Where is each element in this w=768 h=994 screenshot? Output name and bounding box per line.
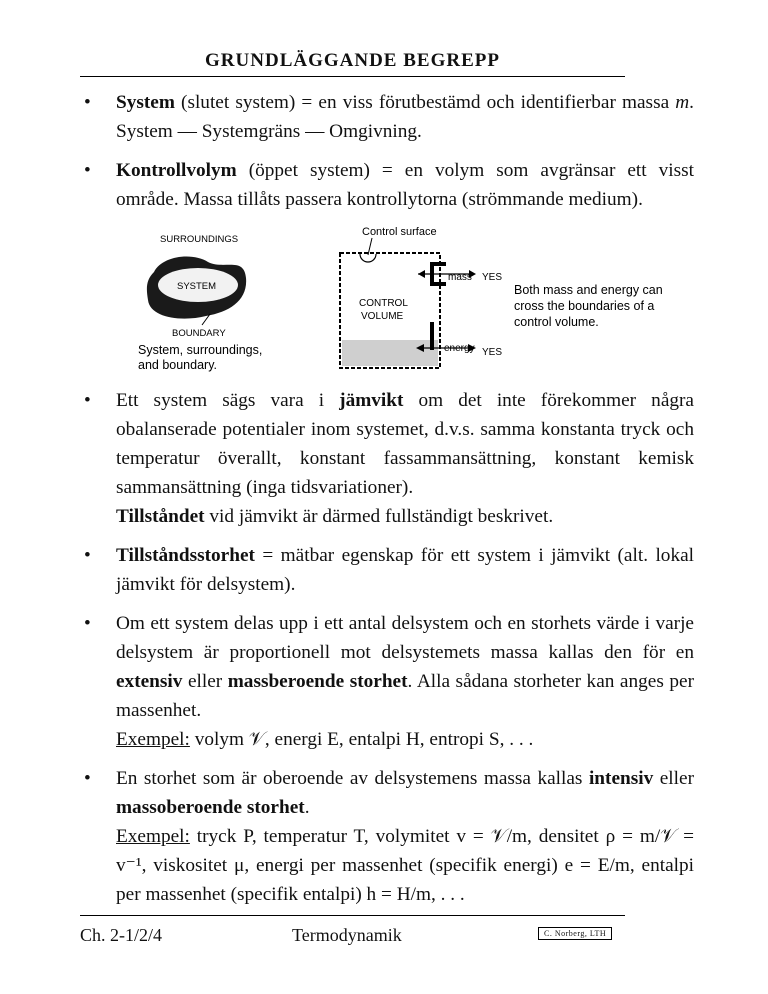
term-massoberoende: massoberoende storhet — [116, 797, 305, 818]
term-tillstandet: Tillståndet — [116, 506, 205, 527]
system-control-volume-figure — [84, 222, 694, 372]
kontrollvolym-text: (öppet system) = en volym som avgränsar ett visst område. Massa tillåts passera kontrollytorna (strömmande medium). — [116, 160, 694, 210]
jamvikt-text-2: om det inte förekommer några obalanserade potentialer inom systemet, d.v.s. samma konstanta tryck och temperatur överallt, konstant fassammansättning, konstant kemisk sammansättning (inga tidsvariationer). — [116, 390, 694, 498]
term-tillstandsstorhet: Tillståndsstorhet — [116, 545, 255, 566]
energy-yes: YES — [482, 347, 503, 358]
term-jamvikt: jämvikt — [339, 390, 404, 411]
extensiv-example: volym 𝒱, energi E, entalpi H, entropi S, . . . — [189, 729, 534, 750]
bullet-jamvikt — [84, 386, 694, 531]
bullet-intensiv — [84, 764, 694, 909]
term-massberoende: massberoende storhet — [227, 671, 408, 692]
system-text: (slutet system) = en viss förutbestämd och identifierbar massa — [174, 92, 676, 113]
header-rule — [80, 76, 625, 77]
figure-svg — [84, 222, 694, 372]
footer-chapter: Ch. 2-1/2/4 — [80, 925, 163, 945]
author-stamp: C. Norberg, LTH — [538, 927, 612, 940]
intensiv-text-1: En storhet som är oberoende av delsystemens massa kallas — [116, 768, 589, 789]
example-label: Exempel: — [116, 729, 190, 750]
system-label: SYSTEM — [177, 281, 217, 292]
left-caption-2: and boundary. — [138, 358, 217, 372]
bullet-tillstandsstorhet — [84, 541, 694, 599]
intensiv-text-2: . — [304, 797, 310, 818]
energy-label: energy — [444, 343, 475, 354]
right-caption-3: control volume. — [514, 315, 599, 329]
page-title: GRUNDLÄGGANDE BEGREPP — [205, 50, 500, 71]
example-label: Exempel: — [116, 826, 190, 847]
term-intensiv: intensiv — [588, 768, 654, 789]
bullet-dot: • — [84, 768, 91, 789]
mass-yes: YES — [482, 272, 503, 283]
content — [84, 88, 694, 919]
bullet-dot: • — [84, 613, 91, 634]
term-extensiv: extensiv — [116, 671, 183, 692]
mass-label: mass — [448, 272, 472, 283]
right-caption-2: cross the boundaries of a — [514, 299, 655, 313]
intensiv-example: tryck P, temperatur T, volymitet v = 𝒱/m, densitet ρ = m/𝒱 = v⁻¹, viskositet μ, energi per massenhet (specifik energi) e = E/m, entalpi per massenhet (specifik entalpi) h = H/m, . . . — [116, 826, 694, 905]
extensiv-text-1: Om ett system delas upp i ett antal delsystem och en storhets värde i varje delsystem är proportionell mot delsystemets massa kallas den för en — [116, 613, 694, 663]
control-volume-label-2: VOLUME — [361, 311, 404, 322]
tillstandsstorhet-text: = mätbar egenskap för ett system i jämvikt (alt. lokal jämvikt för delsystem). — [116, 545, 694, 595]
term-system: System — [116, 92, 175, 113]
control-surface-label: Control surface — [362, 226, 437, 238]
bullet-dot: • — [84, 545, 91, 566]
footer-course: Termodynamik — [292, 925, 402, 945]
bullet-system — [84, 88, 694, 146]
term-kontrollvolym: Kontrollvolym — [116, 160, 237, 181]
intensiv-mid: eller — [653, 768, 695, 789]
bullet-dot: • — [84, 390, 91, 411]
footer-rule — [80, 915, 625, 916]
right-caption-1: Both mass and energy can — [514, 283, 663, 297]
bullet-dot: • — [84, 160, 91, 181]
jamvikt-text-1: Ett system sägs vara i — [116, 390, 340, 411]
boundary-label: BOUNDARY — [172, 328, 226, 339]
left-caption-1: System, surroundings, — [138, 343, 263, 357]
system-text-2: . System — Systemgräns — Omgivning. — [116, 92, 694, 142]
bullet-extensiv — [84, 609, 694, 754]
extensiv-text-2: . Alla sådana storheter kan anges per massenhet. — [116, 671, 694, 721]
jamvikt-text-3: vid jämvikt är därmed fullständigt beskrivet. — [204, 506, 554, 527]
var-m: m — [675, 92, 690, 113]
control-volume-label-1: CONTROL — [359, 298, 408, 309]
surroundings-label: SURROUNDINGS — [160, 234, 239, 245]
bullet-dot: • — [84, 92, 91, 113]
control-volume-fluid — [342, 340, 438, 366]
extensiv-mid: eller — [182, 671, 228, 692]
bullet-kontrollvolym — [84, 156, 694, 214]
